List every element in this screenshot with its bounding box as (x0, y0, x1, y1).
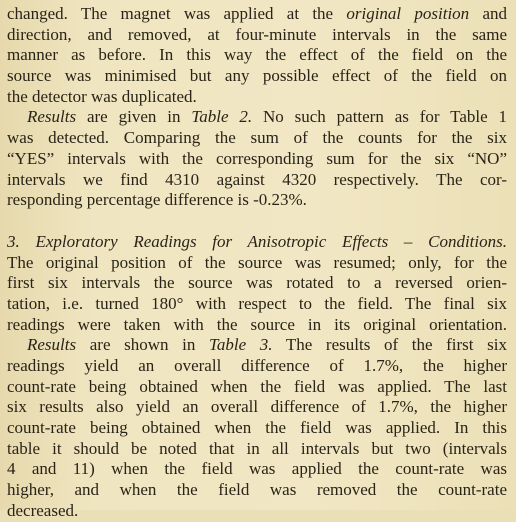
text-line: readings yield an overall difference of 1.7%, the higher (7, 356, 507, 375)
text-line: responding percentage difference is -0.23%. (7, 190, 307, 210)
emphasis-table-3: Table 3. (209, 335, 273, 355)
paragraph-3 (7, 232, 507, 335)
text-line: tation, i.e. turned 180° with respect to the field. The final six (7, 293, 507, 313)
text-line: manner as before. In this way the effect of the field on the (7, 45, 507, 65)
text-line: was detected. Comparing the sum of the counts for the six (7, 128, 507, 148)
text-line: higher, and when the field was removed the count-rate (7, 480, 507, 500)
emphasis-results: Results (27, 107, 77, 127)
text-line: Results are given in Table 2. No such pattern as for Table 1 (27, 107, 507, 127)
emphasis-original-position: original position (346, 4, 470, 23)
text-line: table it should be noted that in all intervals but two (intervals (7, 438, 507, 458)
paragraph-1 (7, 4, 507, 107)
text-line: Results are shown in Table 3. The results of the first six (27, 335, 507, 355)
text-line: count-rate being obtained when the field was applied. The last (7, 376, 507, 396)
text-line: intervals we find 4310 against 4320 respectively. The cor- (7, 169, 507, 189)
paragraph-2 (7, 107, 507, 210)
body-text (7, 4, 507, 522)
text-line: the detector was duplicated. (7, 86, 197, 106)
text-line: decreased. (7, 500, 79, 520)
text-line: 4 and 11) when the field was applied the count-rate was (7, 459, 507, 479)
text-line: changed. The magnet was applied at the original position and (7, 4, 507, 23)
paragraph-gap (7, 211, 507, 232)
emphasis-results: Results (27, 335, 77, 355)
text-line: direction, and removed, at four-minute intervals in the same (7, 24, 507, 44)
text-line: first six intervals the source was rotated to a reversed orien- (7, 273, 507, 293)
paragraph-4 (7, 335, 507, 521)
text-line: readings were taken with the source in its original orientation. (7, 314, 507, 334)
text-line: source was minimised but any possible effect of the field on (7, 66, 507, 86)
text-line: The original position of the source was resumed; only, for the (7, 252, 507, 272)
text-line: six results also yield an overall difference of 1.7%, the higher (7, 397, 507, 417)
text-line: “YES” intervals with the corresponding sum for the six “NO” (7, 148, 507, 168)
section-heading: 3. Exploratory Readings for Anisotropic Effects – Conditions. (7, 231, 507, 251)
text-line: count-rate being obtained when the field was applied. In this (7, 418, 507, 438)
emphasis-table-2: Table 2. (191, 107, 253, 127)
